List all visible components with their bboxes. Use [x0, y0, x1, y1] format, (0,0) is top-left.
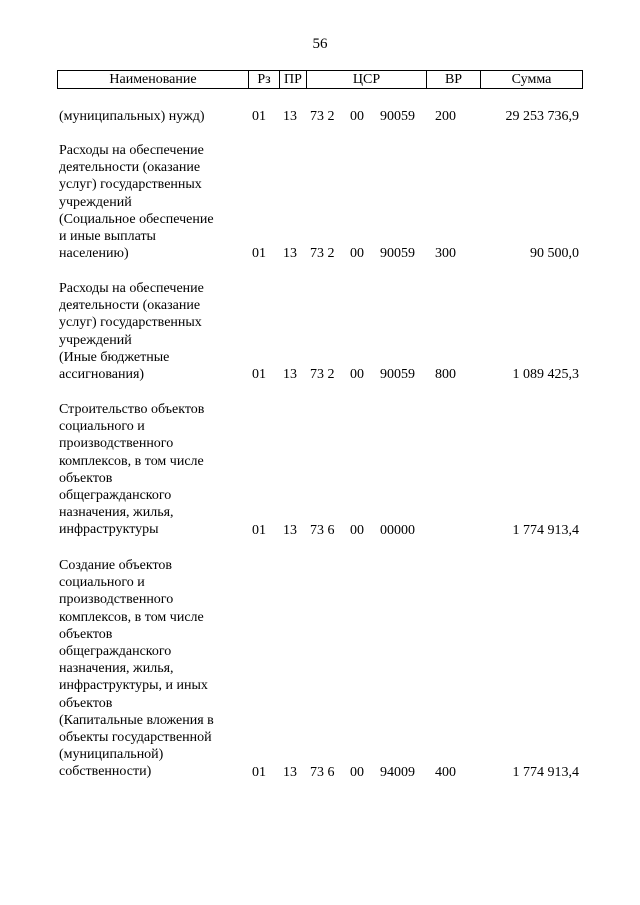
row-vr: 200 [435, 109, 456, 124]
row-csr-subprogram: 00 [350, 367, 364, 382]
header-sum: Сумма [480, 71, 582, 88]
row-rz: 01 [252, 765, 266, 780]
row-csr-program: 73 2 [310, 246, 335, 261]
row-csr-subprogram: 00 [350, 523, 364, 538]
row-rz: 01 [252, 523, 266, 538]
row-name: Расходы на обеспечение деятельности (оказание услуг) государственных учреждений (Социальное обеспечение и иные выплаты населению) [59, 143, 214, 262]
row-sum: 1 774 913,4 [512, 765, 579, 780]
row-csr-program: 73 6 [310, 523, 335, 538]
row-pr: 13 [283, 765, 297, 780]
header-vr: ВР [426, 71, 480, 88]
row-name: (муниципальных) нужд) [59, 109, 205, 124]
table-row [57, 557, 583, 785]
row-csr-direction: 90059 [380, 367, 415, 382]
row-name: Расходы на обеспечение деятельности (оказание услуг) государственных учреждений (Иные бюджетные ассигнования) [59, 281, 204, 383]
table-row [57, 142, 583, 264]
row-pr: 13 [283, 109, 297, 124]
row-csr-subprogram: 00 [350, 109, 364, 124]
row-sum: 90 500,0 [530, 246, 579, 261]
table-row [57, 401, 583, 541]
row-csr-direction: 90059 [380, 246, 415, 261]
row-sum: 1 089 425,3 [512, 367, 579, 382]
row-rz: 01 [252, 367, 266, 382]
row-rz: 01 [252, 246, 266, 261]
budget-table [57, 70, 583, 780]
row-csr-program: 73 2 [310, 109, 335, 124]
table-row [57, 108, 583, 128]
header-rz: Рз [248, 71, 279, 88]
header-name: Наименование [109, 72, 197, 87]
row-csr-program: 73 6 [310, 765, 335, 780]
row-vr: 800 [435, 367, 456, 382]
row-sum: 29 253 736,9 [505, 109, 579, 124]
row-pr: 13 [283, 523, 297, 538]
row-csr-subprogram: 00 [350, 765, 364, 780]
header-pr: ПР [279, 71, 306, 88]
table-header [57, 70, 583, 89]
row-vr: 400 [435, 765, 456, 780]
row-vr: 300 [435, 246, 456, 261]
row-sum: 1 774 913,4 [512, 523, 579, 538]
row-name: Строительство объектов социального и производственного комплексов, в том числе объектов общегражданского назначения, жилья, инфраструктуры [59, 402, 205, 538]
row-pr: 13 [283, 367, 297, 382]
row-csr-subprogram: 00 [350, 246, 364, 261]
table-row [57, 280, 583, 385]
row-csr-program: 73 2 [310, 367, 335, 382]
row-csr-direction: 94009 [380, 765, 415, 780]
row-pr: 13 [283, 246, 297, 261]
row-csr-direction: 90059 [380, 109, 415, 124]
row-rz: 01 [252, 109, 266, 124]
row-csr-direction: 00000 [380, 523, 415, 538]
page-number: 56 [312, 36, 328, 52]
row-name: Создание объектов социального и производственного комплексов, в том числе объектов общегражданского назначения, жилья, инфраструктуры, и иных объектов (Капитальные вложения в объекты государственной (муниципальной) собственности) [59, 558, 214, 780]
header-csr: ЦСР [306, 71, 426, 88]
